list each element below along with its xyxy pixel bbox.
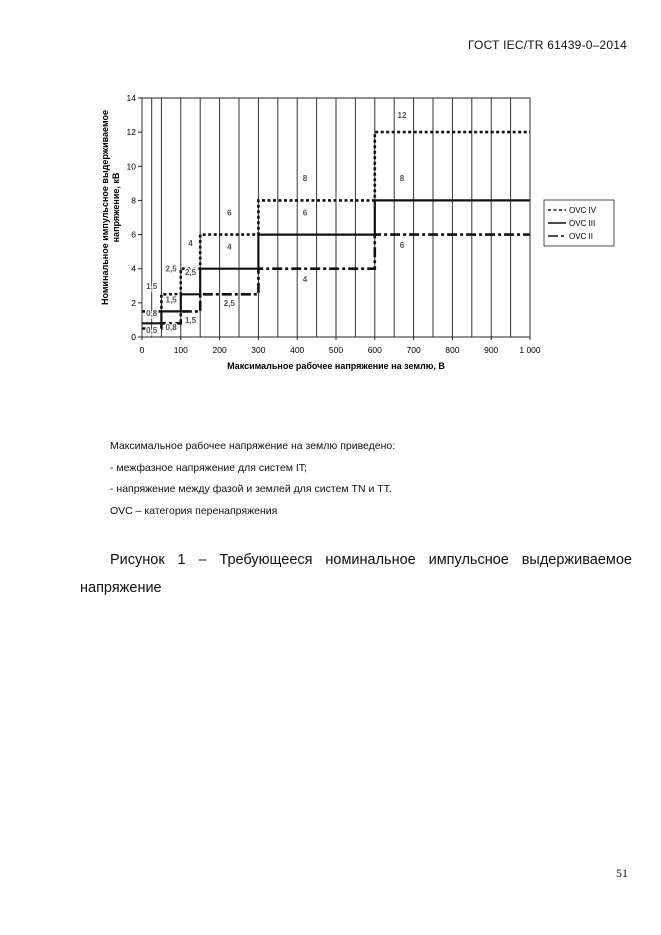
note-line: Максимальное рабочее напряжение на землю приведено: xyxy=(110,440,396,452)
x-tick-label: 400 xyxy=(290,345,305,355)
legend-label: OVC III xyxy=(569,219,596,228)
data-label: 1,5 xyxy=(146,281,158,291)
x-tick-label: 200 xyxy=(212,345,227,355)
data-label: 0,8 xyxy=(165,322,177,332)
x-tick-label: 700 xyxy=(406,345,421,355)
data-label: 6 xyxy=(399,240,405,250)
data-label: 2,5 xyxy=(184,268,197,278)
x-axis-label: Максимальное рабочее напряжение на землю, В xyxy=(227,361,445,371)
legend-label: OVC IV xyxy=(569,206,597,215)
y-axis-label-line: Номинальное импульсное выдерживаемое xyxy=(100,110,110,305)
impulse-voltage-chart xyxy=(95,88,597,388)
figure-notes xyxy=(110,436,395,522)
x-tick-label: 0 xyxy=(139,345,145,355)
x-tick-label: 1 000 xyxy=(519,345,541,355)
data-label: 8 xyxy=(399,174,405,184)
data-label: 6 xyxy=(302,208,308,218)
y-tick-label: 8 xyxy=(131,195,136,206)
x-tick-label: 500 xyxy=(328,345,344,355)
data-label: 12 xyxy=(397,111,407,121)
data-label: 1,5 xyxy=(165,295,177,305)
data-label: 0,5 xyxy=(146,326,158,336)
x-tick-label: 800 xyxy=(445,345,460,355)
data-label: 1,5 xyxy=(184,315,197,325)
page-number: 51 xyxy=(616,866,628,880)
figure-caption xyxy=(80,546,632,602)
note-line: - напряжение между фазой и землей для систем TN и TT. xyxy=(110,483,392,495)
x-tick-label: 300 xyxy=(251,345,266,355)
data-label: 8 xyxy=(302,174,308,184)
x-tick-label: 900 xyxy=(484,345,499,355)
data-label: 4 xyxy=(188,239,193,249)
data-label: 0,8 xyxy=(146,309,158,319)
y-tick-label: 4 xyxy=(131,263,136,274)
data-label: 6 xyxy=(227,208,232,218)
caption-line: напряжение xyxy=(80,580,162,596)
y-tick-label: 12 xyxy=(126,127,136,138)
data-label: 2,5 xyxy=(223,298,235,308)
x-tick-label: 600 xyxy=(367,345,382,355)
y-axis-label-line: напряжение, кВ xyxy=(111,172,121,243)
y-tick-label: 6 xyxy=(131,229,136,240)
data-label: 4 xyxy=(302,274,308,284)
note-line: OVC – категория перенапряжения xyxy=(110,504,278,517)
data-label: 4 xyxy=(227,242,232,252)
document-header: ГОСТ IEC/TR 61439-0–2014 xyxy=(468,38,627,52)
y-tick-label: 14 xyxy=(126,93,136,103)
note-line: - межфазное напряжение для систем IT; xyxy=(110,461,307,474)
x-tick-label: 100 xyxy=(173,345,188,355)
y-axis-label xyxy=(100,110,121,305)
y-tick-label: 2 xyxy=(131,297,136,308)
data-label: 2,5 xyxy=(165,264,177,274)
y-tick-label: 0 xyxy=(131,332,136,342)
caption-line: Рисунок 1 – Требующееся номинальное импульсное выдерживаемое xyxy=(110,552,632,568)
legend-label: OVC II xyxy=(569,232,594,241)
y-tick-label: 10 xyxy=(126,161,136,172)
